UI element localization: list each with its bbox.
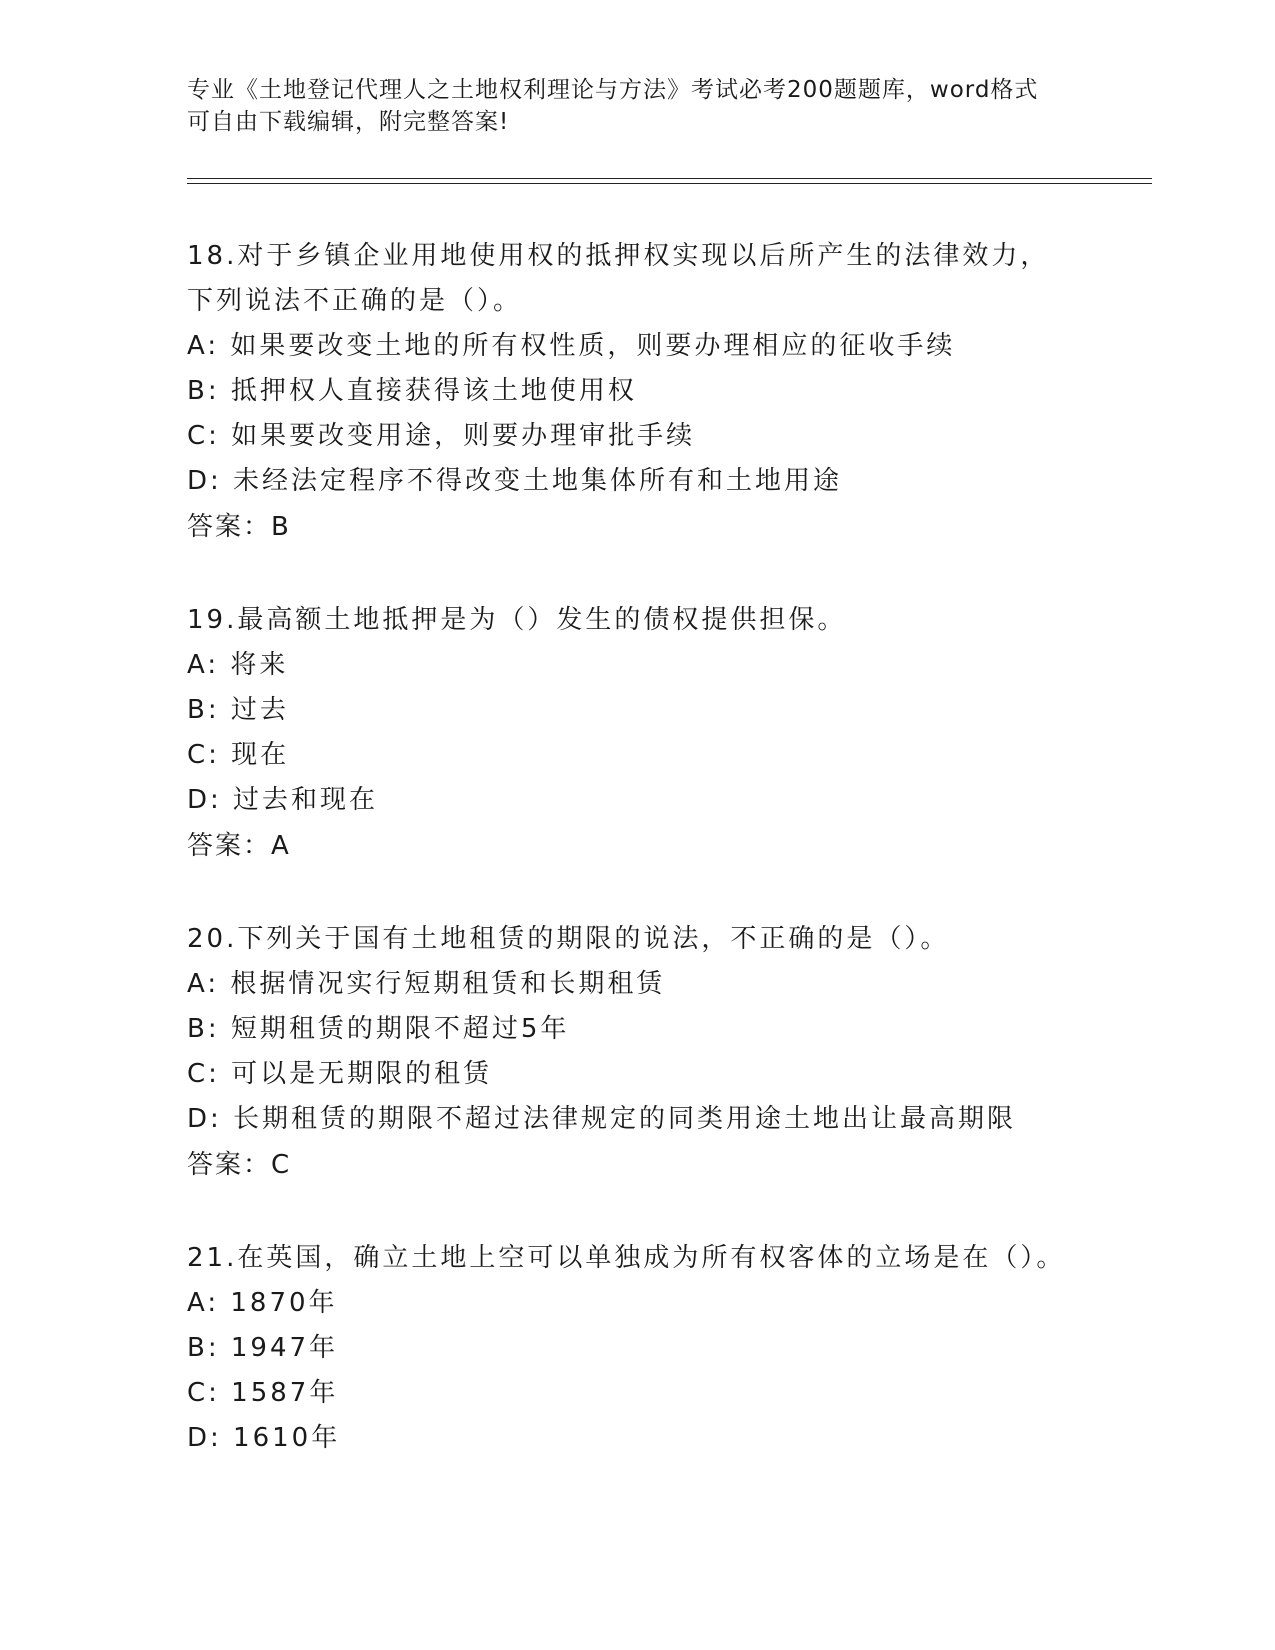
option-c: C: 现在 [187,740,290,770]
option-d: D: 长期租赁的期限不超过法律规定的同类用途土地出让最高期限 [187,1104,1017,1134]
option-d: D: 过去和现在 [187,785,379,815]
question-stem: 20.下列关于国有土地租赁的期限的说法，不正确的是（）。 [187,924,950,954]
question-stem: 21.在英国，确立土地上空可以单独成为所有权客体的立场是在（）。 [187,1243,1066,1273]
question-18 [187,234,1087,550]
option-b: B: 过去 [187,695,289,725]
option-b: B: 抵押权人直接获得该土地使用权 [187,376,637,406]
option-a: A: 将来 [187,650,289,680]
option-d: D: 未经法定程序不得改变土地集体所有和土地用途 [187,466,843,496]
question-stem: 18.对于乡镇企业用地使用权的抵押权实现以后所产生的法律效力，下列说法不正确的是（）。 [187,241,1050,316]
option-b: B: 短期租赁的期限不超过5年 [187,1014,570,1044]
header-line-2: 可自由下载编辑，附完整答案! [187,109,510,135]
option-a: A: 根据情况实行短期租赁和长期租赁 [187,969,666,999]
header-line-1: 专业《土地登记代理人之土地权利理论与方法》考试必考200题题库，word格式 [187,77,1039,103]
header-divider-bottom [187,183,1152,184]
option-a: A: 1870年 [187,1288,338,1318]
header-divider-top [187,178,1152,179]
question-20 [187,917,1087,1188]
answer: 答案：A [187,831,291,861]
option-a: A: 如果要改变土地的所有权性质，则要办理相应的征收手续 [187,331,956,361]
question-19 [187,598,1087,869]
answer: 答案：B [187,512,291,542]
option-c: C: 如果要改变用途，则要办理审批手续 [187,421,696,451]
answer: 答案：C [187,1150,292,1180]
question-21 [187,1236,1087,1461]
document-header [187,74,1087,138]
option-b: B: 1947年 [187,1333,339,1363]
question-stem: 19.最高额土地抵押是为（）发生的债权提供担保。 [187,605,847,635]
option-c: C: 可以是无期限的租赁 [187,1059,493,1089]
option-c: C: 1587年 [187,1378,339,1408]
option-d: D: 1610年 [187,1423,341,1453]
